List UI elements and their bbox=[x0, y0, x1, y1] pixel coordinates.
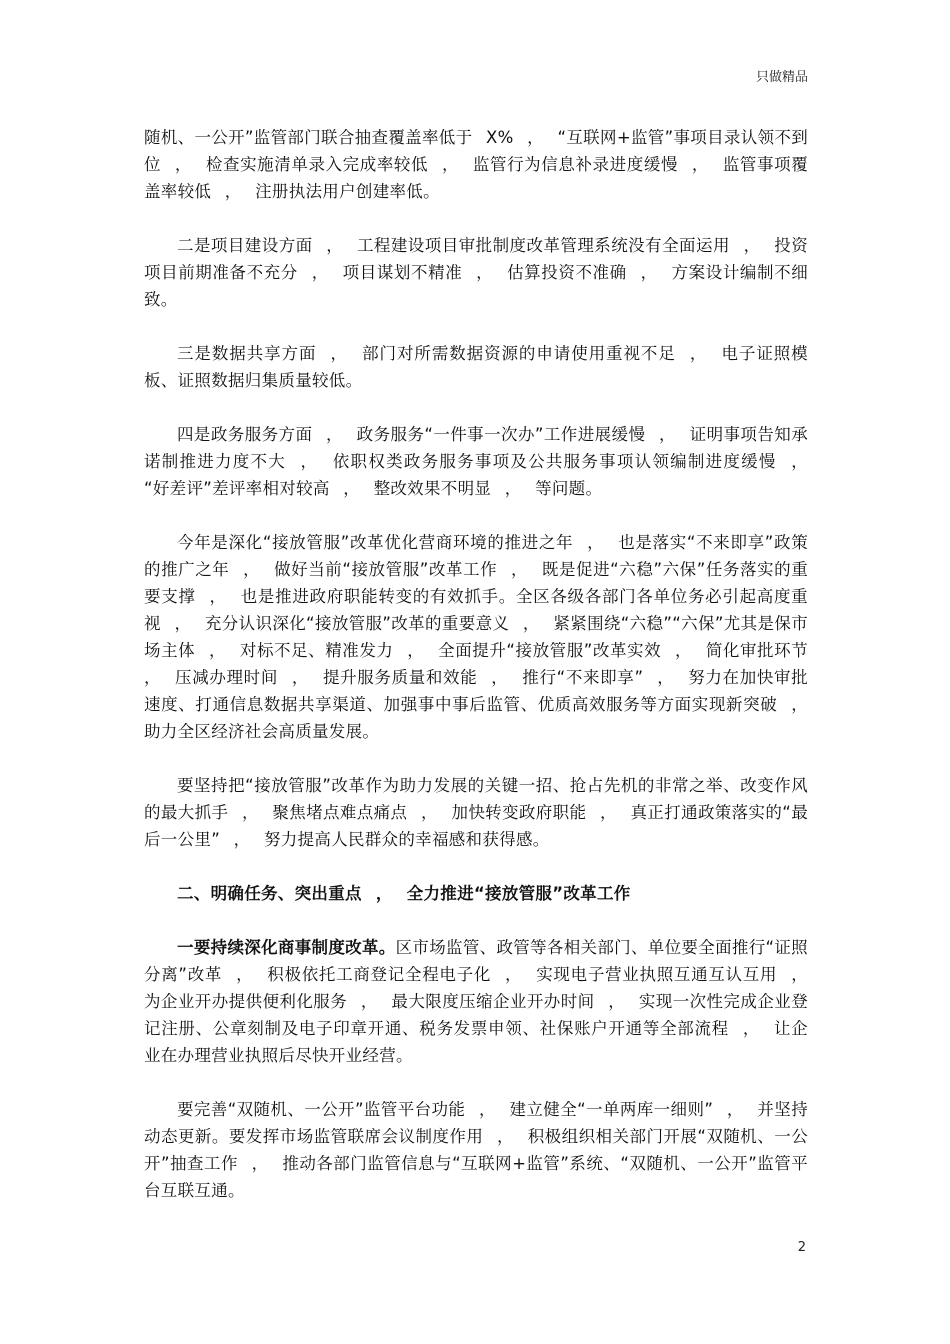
paragraph-data-sharing: 三是数据共享方面 ， 部门对所需数据资源的申请使用重视不足 ， 电子证照模板、证照数据归集质量较低。 bbox=[144, 344, 808, 390]
header-mark: 只做精品 bbox=[755, 70, 808, 85]
section-heading: 二、明确任务、突出重点 ， 全力推进“接放管服”改革工作 bbox=[177, 884, 631, 903]
paragraph-continued: 随机、一公开”监管部门联合抽查覆盖率低于 X% ， “互联网+监管”事项目录认领不到位 ， 检查实施清单录入完成率较低 ， 监管行为信息补录进度缓慢 ， 监管事项覆盖率较低 ， 注册执法用户创建率低。 bbox=[144, 128, 808, 201]
paragraph-this-year: 今年是深化“接放管服”改革优化营商环境的推进之年 ， 也是落实“不来即享”政策的推广之年 ， 做好当前“接放管服”改革工作 ， 既是促进“六稳”六保”任务落实的重要支撑 ， 也是推进政府职能转变的有效抓手。全区各级各部门各单位务必引起高度重视 ， 充分认识深化“接放管服”改革的重要意义 ， 紧紧围绕“六稳”“六保”尤其是保市场主体 ， 对标不足、精准发力 ， 全面提升“接放管服”改革实效 ， 简化审批环节 ， 压减办理时间 ， 提升服务质量和效能 ， 推行“不来即享” ， 努力在加快审批速度、打通信息数据共享渠道、加强事中事后监管、优质高效服务等方面实现新突破 ， 助力全区经济社会高质量发展。 bbox=[144, 533, 808, 741]
page-number: 2 bbox=[797, 1240, 806, 1255]
task-text: 区市场监管、政管等各相关部门、单位要全面推行“证照分离”改革 ， 积极依托工商登记全程电子化 ， 实现电子营业执照互通互认互用 ， 为企业开办提供便利化服务 ， 最大限度压缩企业开办时间 ， 实现一次性完成企业登记注册、公章刻制及电子印章开通、税务发票申领、社保账户开通等全部流程 ， 让企业在办理营业执照后尽快开业经营。 bbox=[144, 938, 808, 1065]
paragraph-project-construction: 二是项目建设方面 ， 工程建设项目审批制度改革管理系统没有全面运用 ， 投资项目前期准备不充分 ， 项目谋划不精准 ， 估算投资不准确 ， 方案设计编制不细致。 bbox=[144, 236, 808, 309]
paragraph-government-services: 四是政务服务方面 ， 政务服务“一件事一次办”工作进展缓慢 ， 证明事项告知承诺制推进力度不大 ， 依职权类政务服务事项及公共服务事项认领编制进度缓慢 ， “好差评”差评率相对较高 ， 整改效果不明显 ， 等问题。 bbox=[144, 425, 808, 498]
paragraph-commercial-reform bbox=[144, 934, 808, 1069]
document-body bbox=[144, 124, 808, 1231]
paragraph-key-measure: 要坚持把“接放管服”改革作为助力发展的关键一招、抢占先机的非常之举、改变作风的最大抓手 ， 聚焦堵点难点痛点 ， 加快转变政府职能 ， 真正打通政策落实的“最后一公里” ， 努力提高人民群众的幸福感和获得感。 bbox=[144, 776, 808, 849]
paragraph-supervision-platform: 要完善“双随机、一公开”监管平台功能 ， 建立健全“一单两库一细则” ， 并坚持动态更新。要发挥市场监管联席会议制度作用 ， 积极组织相关部门开展“双随机、一公开”抽查工作 ， 推动各部门监管信息与“互联网+监管”系统、“双随机、一公开”监管平台互联互通。 bbox=[144, 1100, 808, 1200]
task-lead: 一要持续深化商事制度改革。 bbox=[177, 938, 396, 957]
